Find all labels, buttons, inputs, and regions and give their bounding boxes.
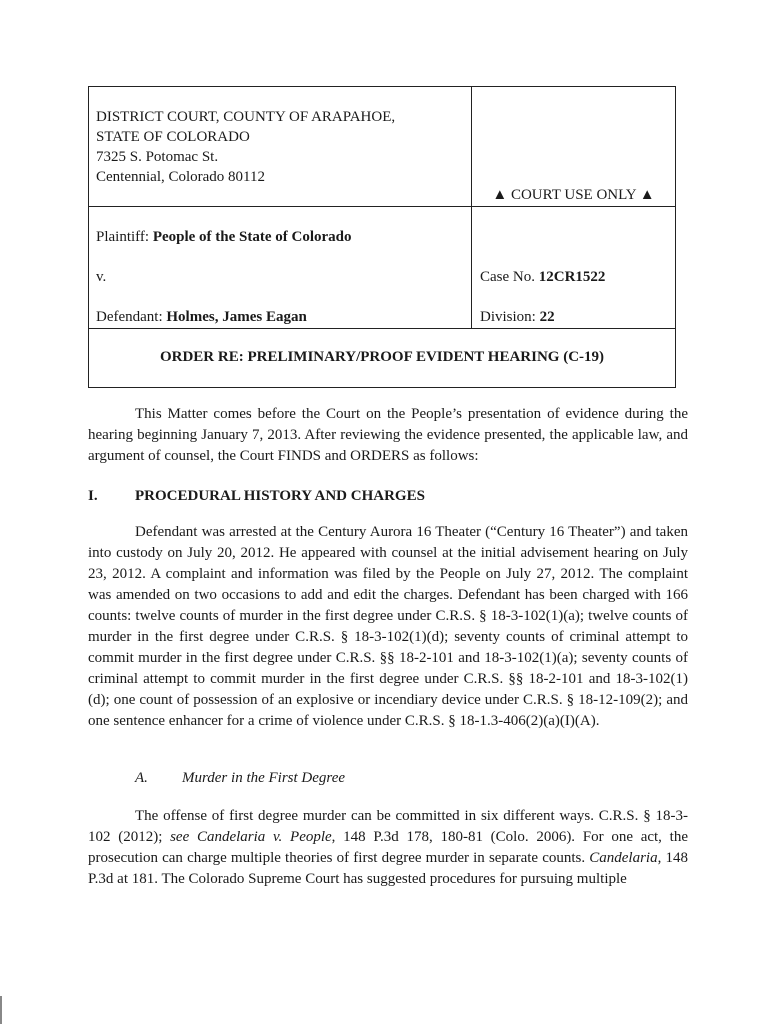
subsection-heading-murder <box>135 770 345 787</box>
plaintiff-line <box>96 227 466 247</box>
murder-text-part-3: , 148 P.3d at 181. The Colorado Supreme Court has suggested procedures for pursuing multiple <box>88 850 688 887</box>
murder-text-part-1: The offense of first degree murder can be committed in six different ways. C.R.S. § 18-3-102 (2012); <box>88 808 688 845</box>
defendant-name: Holmes, James Eagan <box>166 309 307 325</box>
subsection-title: Murder in the First Degree <box>182 770 346 786</box>
history-paragraph: Defendant was arrested at the Century Aurora 16 Theater (“Century 16 Theater”) and taken into custody on July 20, 2012. He appeared with counsel at the initial advisement hearing on July 23, 2012. A complaint and information was filed by the People on July 27, 2012. The complaint was amended on two occasions to add and edit the charges. Defendant has been charged with 166 counts: twelve counts of murder in the first degree under C.R.S. § 18-3-102(1)(a); twelve counts of murder in the first degree under C.R.S. § 18-3-102(1)(d); seventy counts of criminal attempt to commit murder in the first degree under C.R.S. §§ 18-2-101 and 18-3-102(1)(a); seventy counts of criminal attempt to commit murder in the first degree under C.R.S. §§ 18-2-101 and 18-3-102(1)(d); one count of possession of an explosive or incendiary device under C.R.S. § 18-12-109(2); and one sentence enhancer for a crime of violence under C.R.S. § 18-1.3-406(2)(a)(I)(A). <box>88 524 688 729</box>
section-heading-procedural-history <box>88 488 425 505</box>
court-use-only-label: ▲ COURT USE ONLY ▲ <box>492 187 655 203</box>
murder-paragraph <box>88 806 688 890</box>
subsection-number: A. <box>135 770 148 786</box>
versus-label: v. <box>96 269 107 285</box>
case-number-line <box>480 267 605 287</box>
caption-column-divider <box>471 87 472 328</box>
defendant-line <box>96 307 466 327</box>
court-name-line: DISTRICT COURT, COUNTY OF ARAPAHOE, <box>96 109 396 125</box>
plaintiff-name: People of the State of Colorado <box>152 229 352 245</box>
case-citation-candelaria: Candelaria <box>589 850 658 866</box>
plaintiff-label: Plaintiff: <box>96 229 153 245</box>
scan-edge-mark <box>0 996 2 1024</box>
court-street-line: 7325 S. Potomac St. <box>96 149 219 165</box>
caption-row-divider-1 <box>89 206 675 207</box>
caption-row-divider-2 <box>89 328 675 329</box>
court-city-line: Centennial, Colorado 80112 <box>96 169 265 185</box>
intro-paragraph: This Matter comes before the Court on the People’s presentation of evidence during the hearing beginning January 7, 2013. After reviewing the evidence presented, the applicable law, and argument of counsel, the Court FINDS and ORDERS as follows: <box>88 406 688 464</box>
history-paragraph-block <box>88 522 688 732</box>
intro-paragraph-block <box>88 404 688 467</box>
court-address-block <box>96 107 466 187</box>
case-number-label: Case No. <box>480 269 539 285</box>
order-title: ORDER RE: PRELIMINARY/PROOF EVIDENT HEARING (C-19) <box>159 349 605 365</box>
case-number-value: 12CR1522 <box>538 269 606 285</box>
section-title: PROCEDURAL HISTORY AND CHARGES <box>135 488 425 504</box>
section-number: I. <box>88 488 98 504</box>
defendant-label: Defendant: <box>96 309 167 325</box>
division-line <box>480 307 555 327</box>
division-label: Division: <box>480 309 540 325</box>
case-caption-table <box>88 86 676 388</box>
murder-paragraph-block <box>88 806 688 890</box>
murder-text-part-2: , 148 P.3d 178, 180-81 (Colo. 2006). For one act, the prosecution can charge multiple theories of first degree murder in separate counts. <box>88 829 688 866</box>
case-citation-candelaria-v-people: see Candelaria v. People <box>170 829 332 845</box>
court-state-line: STATE OF COLORADO <box>96 129 250 145</box>
division-value: 22 <box>539 309 555 325</box>
